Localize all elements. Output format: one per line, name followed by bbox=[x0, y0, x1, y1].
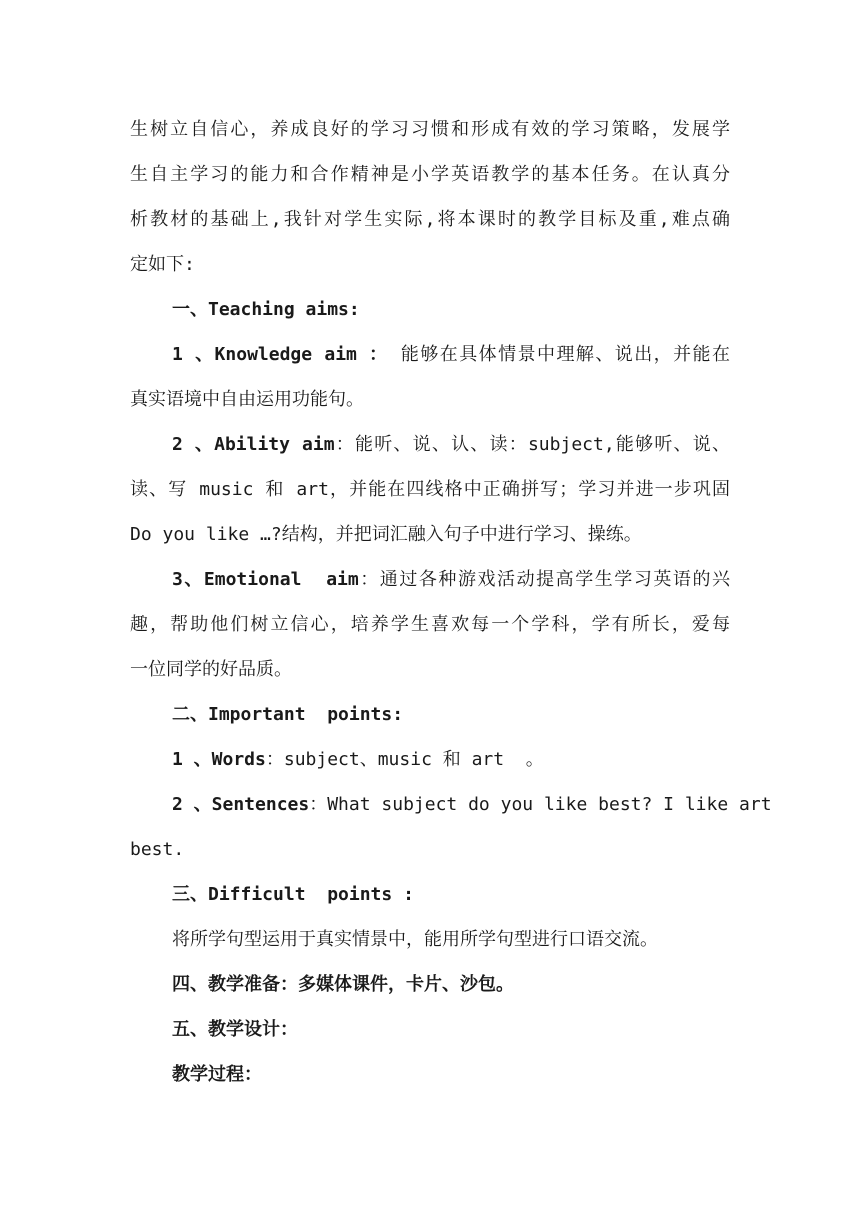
emotional-aim-text: ：通过各种游戏活动提高学生学习英语的兴 bbox=[358, 569, 730, 590]
sentences-text: ：What subject do you like best? I like art bbox=[309, 794, 772, 815]
emotional-aim-line-1 bbox=[172, 565, 730, 595]
ability-aim-text: ：能听、说、认、读：subject,能够听、说、 bbox=[334, 434, 730, 455]
knowledge-aim-text: 能够在具体情景中理解、说出，并能在 bbox=[388, 344, 731, 365]
ability-aim-line-3: Do you like …?结构，并把词汇融入句子中进行学习、操练。 bbox=[130, 524, 642, 545]
words-line bbox=[172, 745, 730, 775]
intro-line-2: 生自主学习的能力和合作精神是小学英语教学的基本任务。在认真分 bbox=[130, 164, 730, 185]
intro-line-4: 定如下: bbox=[130, 254, 195, 275]
knowledge-aim-line-1 bbox=[172, 340, 730, 370]
words-label: 1 、Words bbox=[172, 749, 266, 770]
teaching-process-heading: 教学过程： bbox=[172, 1064, 262, 1085]
teaching-design-heading: 五、教学设计： bbox=[172, 1019, 298, 1040]
words-text: ：subject、music 和 art 。 bbox=[265, 749, 544, 770]
teaching-prep: 四、教学准备：多媒体课件，卡片、沙包。 bbox=[172, 974, 514, 995]
sentences-label: 2 、Sentences bbox=[172, 794, 310, 815]
knowledge-aim-line-2: 真实语境中自由运用功能句。 bbox=[130, 389, 364, 410]
emotional-aim-line-2: 趣，帮助他们树立信心，培养学生喜欢每一个学科，学有所长，爱每 bbox=[130, 614, 730, 635]
ability-aim-label: 2 、Ability aim bbox=[172, 434, 335, 455]
sentences-line-1 bbox=[172, 790, 772, 820]
teaching-aims-heading: 一、Teaching aims: bbox=[172, 299, 360, 320]
emotional-aim-label: 3、Emotional aim bbox=[172, 569, 359, 590]
emotional-aim-line-3: 一位同学的好品质。 bbox=[130, 659, 292, 680]
difficult-points-heading: 三、Difficult points : bbox=[172, 884, 414, 905]
intro-line-1: 生树立自信心，养成良好的学习习惯和形成有效的学习策略，发展学 bbox=[130, 119, 730, 140]
knowledge-aim-label: 1 、Knowledge aim ： bbox=[172, 344, 389, 365]
sentences-line-2: best. bbox=[130, 839, 185, 860]
intro-line-3: 析教材的基础上,我针对学生实际,将本课时的教学目标及重,难点确 bbox=[130, 209, 730, 230]
ability-aim-line-2: 读、写 music 和 art，并能在四线格中正确拼写；学习并进一步巩固 bbox=[130, 479, 730, 500]
ability-aim-line-1 bbox=[172, 430, 730, 460]
difficult-points-text: 将所学句型运用于真实情景中，能用所学句型进行口语交流。 bbox=[172, 929, 658, 950]
important-points-heading: 二、Important points: bbox=[172, 704, 404, 725]
